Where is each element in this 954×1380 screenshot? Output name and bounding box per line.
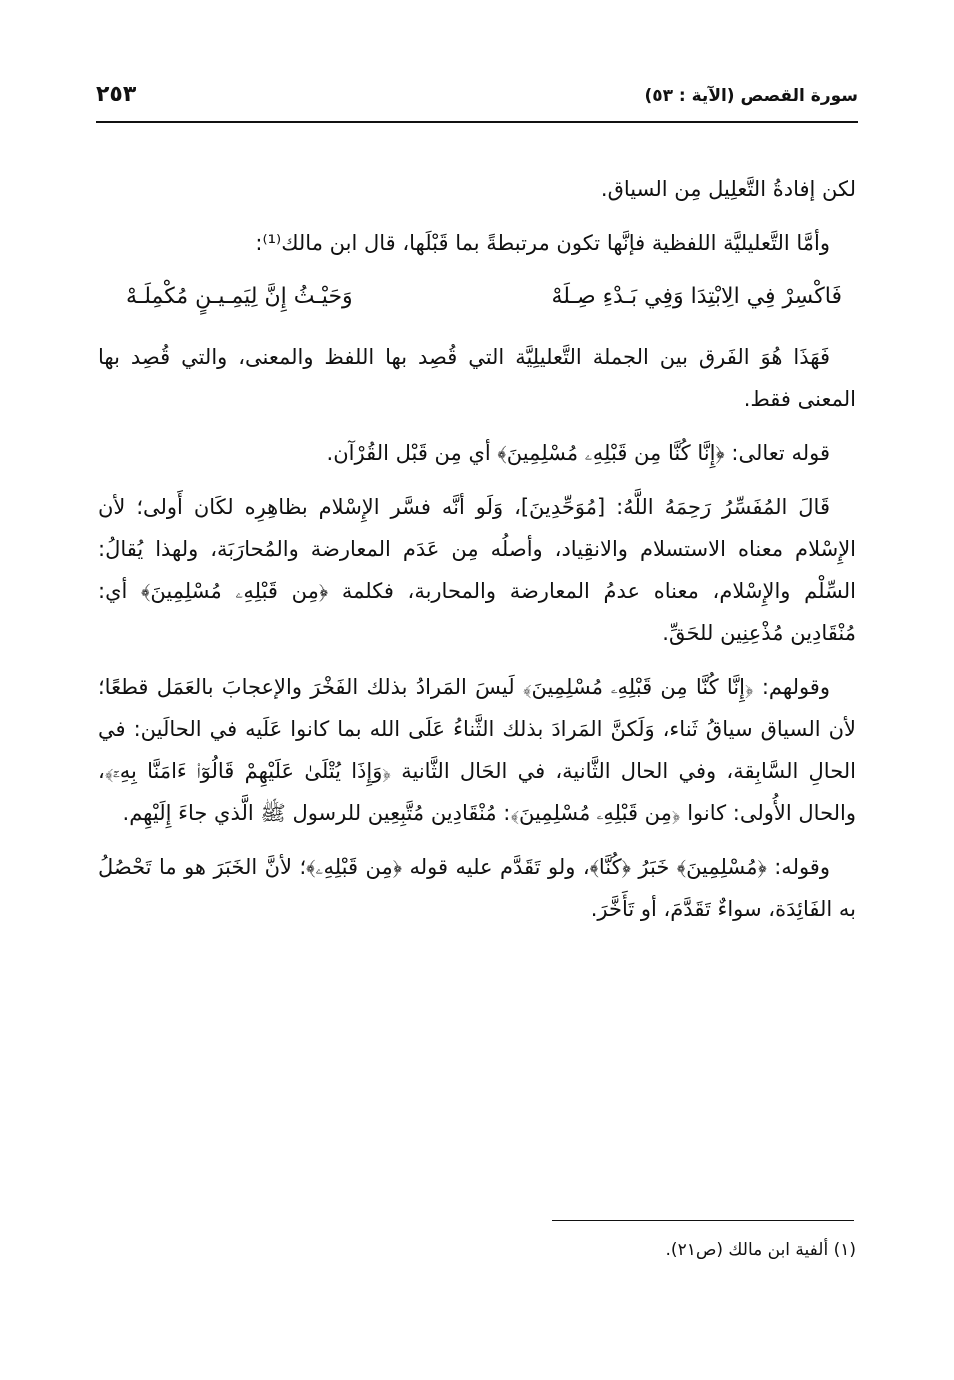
paragraph-4	[98, 432, 856, 474]
paragraph-5: قَالَ المُفَسِّرُ رَحِمَهُ اللَّهُ: [مُوَحِّدِينَ]، وَلَو أنَّه فسَّر الإِسْلام بظاهِرِه لكَان أَولى؛ لأن الإِسْلام معناه الاستسلام والانقِياد، وأصلُه مِن عَدَم المعارضة والمُحارَبَة، ولهذا يُقالُ: السِّلْم والإِسْلام، معناه عدمُ المعارضة والمحاربة، فكلمة ﴿مِن قَبْلِهِۦ مُسْلِمِينَ﴾ أي: مُنْقَادِين مُذْعِنِين للحَقِّ.	[98, 495, 856, 645]
paragraph-3: فَهَذَا هُوَ الفَرق بين الجملة التَّعليلِيَّة التي قُصِد بها اللفظ والمعنى، والتي قُصِد بها المعنى فقط.	[98, 345, 856, 411]
paragraph-6: وقولهم: ﴿إِنَّا كُنَّا مِن قَبْلِهِۦ مُسْلِمِينَ﴾ لَيسَ المَرادُ بذلك الفَخْرَ والإعجابَ بالعَمَل قطعًا؛ لأن السياق سياقُ ثَناء، وَلَكنَّ المَرادَ بذلك الثَّناءُ عَلَى الله بما كانوا عَلَيه في الحالَين: في الحالِ السَّابِقة، وفي الحال الثَّانية، في الحَال الثَّانية ﴿وَإِذَا يُتْلَىٰ عَلَيْهِمْ قَالُوٓا۟ ءَامَنَّا بِهِۦٓ﴾، والحال الأُولى: كانوا ﴿مِن قَبْلِهِۦ مُسْلِمِينَ﴾: مُنْقَادِين مُتَّبِعِين للرسول ﷺ الَّذي جاءَ إِلَيْهِم.	[98, 675, 856, 825]
header-rule	[96, 121, 858, 123]
paragraph-7: وقوله: ﴿مُسْلِمِينَ﴾ خَبَرُ ﴿كُنَّا﴾، ولو تَقَدَّم عليه قوله ﴿مِن قَبْلِهِۦ﴾؛ لأنَّ الخَبَرَ هو ما تَحْصُلُ به الفَائِدَة، سواءٌ تَقَدَّمَ، أو تَأَخَّرَ.	[98, 855, 856, 921]
verse-first-hemistich: فَاكْسِرْ فِي الِابْتِدَا وَفِي بَـدْءِ صِـلَهْ	[551, 284, 842, 309]
paragraph-4-intro: قوله تعالى:	[724, 441, 830, 465]
surah-title: سورة القصص (الآية : ٥٣)	[644, 86, 858, 106]
paragraph-4-rest: أي مِن قَبْل القُرْآن.	[326, 441, 498, 465]
footnote-rule	[552, 1220, 854, 1221]
page-header	[96, 82, 858, 116]
quran-quote: ﴿إِنَّا كُنَّا مِن قَبْلِهِۦ مُسْلِمِينَ﴾	[497, 441, 725, 465]
poetry-verse	[98, 276, 856, 318]
footnote: (١) ألفية ابن مالك (ص٢١).	[665, 1240, 856, 1260]
paragraph-2: وأمَّا التَّعليليَّة اللفظية فإنَّها تكون مرتبطةً بما قَبْلَها، قال ابن مالك⁽¹⁾:	[255, 231, 830, 255]
verse-second-hemistich: وَحَيْـثُ إِنَّ لِيَمِـيـنٍ مُكْمِلَـهْ	[126, 284, 353, 309]
main-text	[98, 168, 856, 942]
page-number: ٢٥٣	[96, 82, 137, 107]
paragraph-1: لكن إفادةُ التَّعلِيل مِن السياق.	[600, 177, 856, 201]
